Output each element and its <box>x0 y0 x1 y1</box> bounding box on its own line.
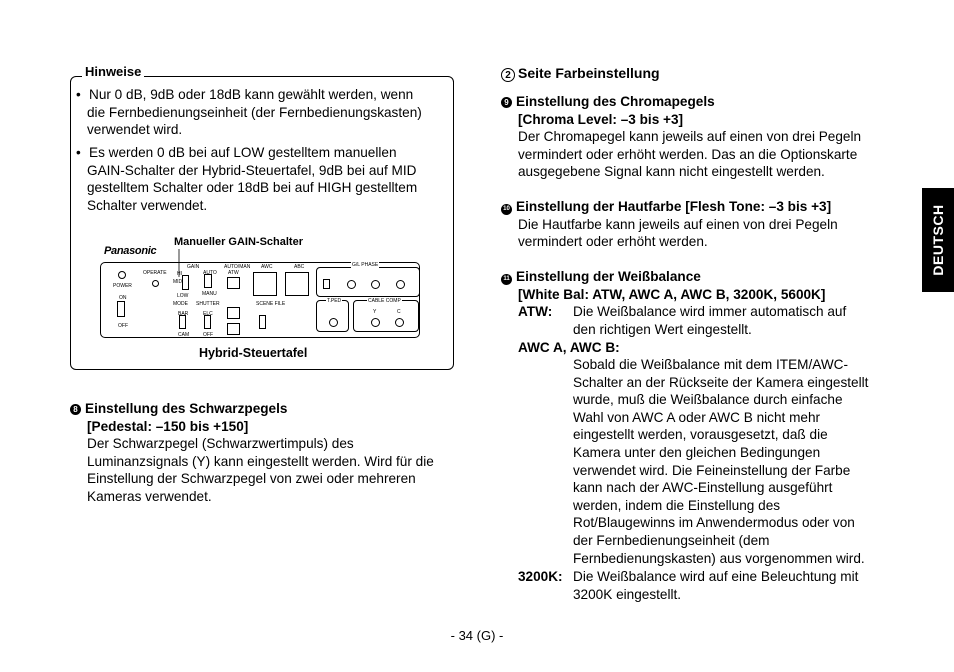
phase-knob-icon <box>371 280 380 289</box>
section-8-range: [Pedestal: –150 bis +150] <box>87 418 249 434</box>
phase-knob-icon <box>347 280 356 289</box>
text-line: Luminanzsignals (Y) kann eingestellt werden. Wird für die <box>87 453 434 469</box>
t-ped-label: T.PED <box>327 298 342 304</box>
awc-label: AWC <box>261 264 273 270</box>
text-line: Nur 0 dB, 9dB oder 18dB kann gewählt werden, wenn <box>89 87 414 102</box>
text-line: den richtigen Wert eingestellt. <box>573 321 752 337</box>
section-8 <box>70 400 460 506</box>
figure-callout: Manueller GAIN-Schalter <box>174 236 303 248</box>
atw-term: ATW: <box>518 304 553 319</box>
text-line: Rot/Blaugewinns im Anwendermodus oder von <box>573 515 855 531</box>
text-line: eingestellt werden, vorausgesetzt, daß die <box>573 427 828 443</box>
text-line: Fernbedienungskasten) aus vorgenommen wird. <box>573 550 865 566</box>
hinweise-title: Hinweise <box>82 64 144 79</box>
atw-definition <box>573 303 903 338</box>
h-knob-icon <box>396 280 405 289</box>
mode-label: MODE <box>173 301 188 307</box>
text-line: der Fernbedienungseinheit (dem <box>573 532 770 548</box>
cable-comp-group <box>353 300 419 332</box>
number-9-icon: 9 <box>501 97 512 108</box>
k3200-term: 3200K: <box>518 569 563 584</box>
cable-comp-label: CABLE COMP <box>368 298 401 304</box>
t-ped-group <box>316 300 349 332</box>
text-line: Der Chromapegel kann jeweils auf einen von drei Pegeln <box>518 129 862 145</box>
number-8-icon: 8 <box>70 404 81 415</box>
text-line: Schalter an der Rückseite der Kamera eingestellt <box>573 374 869 390</box>
section-11-range: [White Bal: ATW, AWC A, AWC B, 3200K, 5600K] <box>518 286 826 302</box>
hinweise-bullet-2: • Es werden 0 dB bei auf LOW gestelltem manuellen GAIN-Schalter der Hybrid-Steuertafel, 9dB bei auf MID gestelltem Schalter oder 18dB bei auf HIGH gestelltem Schalter verwendet. <box>76 144 448 214</box>
section-8-title: Einstellung des Schwarzpegels <box>85 401 288 416</box>
text-line: kann nach der AWC-Einstellung ausgeführt <box>573 480 833 496</box>
on-label: ON <box>119 295 127 301</box>
text-line: werden, indem die Einstellung des <box>573 497 781 513</box>
text-line: Die Weißbalance wird auf eine Beleuchtung mit <box>573 569 859 584</box>
language-tab <box>922 188 954 292</box>
manu-label: MANU <box>202 291 217 297</box>
b-button <box>227 323 240 335</box>
operate-label: OPERATE <box>143 270 167 276</box>
power-lamp-icon <box>118 271 126 279</box>
awc-term: AWC A, AWC B: <box>518 340 620 355</box>
low-label: LOW <box>177 293 189 299</box>
a-button <box>227 307 240 319</box>
text-line: Kameras verwendet. <box>87 488 212 504</box>
awc-definition <box>573 356 903 567</box>
text-line: Kamera unter den gleichen Bedingungen <box>573 444 821 460</box>
control-panel-figure <box>100 262 420 338</box>
text-line: Die Hautfarbe kann jeweils auf einen von drei Pegeln <box>518 216 838 232</box>
figure-caption: Hybrid-Steuertafel <box>199 346 308 360</box>
gain-switch <box>182 275 189 290</box>
y-label: Y <box>373 309 377 315</box>
text-line: Schalter verwendet. <box>87 197 208 213</box>
text-line: Der Schwarzpegel (Schwarzwertimpuls) des <box>87 436 354 452</box>
section-10-title: Einstellung der Hautfarbe [Flesh Tone: –3 bis +3] <box>516 199 832 214</box>
automan-label: AUTO/MAN <box>224 264 251 270</box>
awc-button <box>253 272 277 296</box>
section-10 <box>501 198 901 251</box>
gl-phase-label: G/L PHASE <box>352 262 379 268</box>
number-11-icon: 11 <box>501 274 512 285</box>
gl-switch <box>323 279 330 289</box>
y-knob-icon <box>371 318 380 327</box>
text-line: Es werden 0 dB bei auf LOW gestelltem manuellen <box>89 145 397 160</box>
atw-label: ATW <box>228 270 239 276</box>
section-9 <box>501 93 901 181</box>
mode-switch <box>179 315 186 329</box>
auto-label: AUTO <box>203 270 217 276</box>
hinweise-bullet-1: • Nur 0 dB, 9dB oder 18dB kann gewählt werden, wenn die Fernbedienungseinheit (der Fernbedienungskasten) verwendet wird. <box>76 86 448 139</box>
text-line: Wahl von AWC A oder AWC B nicht mehr <box>573 409 821 425</box>
atw-button <box>227 277 240 289</box>
t-ped-knob-icon <box>329 318 338 327</box>
text-line: Die Weißbalance wird immer automatisch auf <box>573 304 847 319</box>
abc-button <box>285 272 309 296</box>
section-9-range: [Chroma Level: –3 bis +3] <box>518 111 684 127</box>
off-label: OFF <box>118 323 128 329</box>
text-line: verwendet wird. Die Feineinstellung der Farbe <box>573 462 851 478</box>
gain-label: GAIN <box>187 264 200 270</box>
gain-manu-switch <box>204 274 212 288</box>
section-11-header <box>501 268 901 303</box>
right-heading-text: Seite Farbeinstellung <box>518 65 660 81</box>
text-line: ausgegebene Signal kann nicht eingestellt werden. <box>518 164 825 180</box>
number-10-icon: 10 <box>501 204 512 215</box>
scene-file-switch <box>259 315 266 329</box>
page-number: - 34 (G) - <box>450 628 504 643</box>
text-line: gestelltem Schalter oder 18dB bei auf HIGH gestelltem <box>87 180 418 196</box>
spacer <box>227 291 240 295</box>
section-9-title: Einstellung des Chromapegels <box>516 94 715 109</box>
scene-file-label: SCENE FILE <box>256 301 286 307</box>
power-label: POWER <box>113 283 132 289</box>
text-line: wurde, muß die Weißbalance durch einfache <box>573 392 843 408</box>
language-tab-label: DEUTSCH <box>930 204 946 276</box>
text-line: 3200K eingestellt. <box>573 586 682 602</box>
brand-logo: Panasonic <box>104 245 157 257</box>
hi-label: HI <box>177 271 182 277</box>
text-line: Sobald die Weißbalance mit dem ITEM/AWC- <box>573 357 848 372</box>
c-knob-icon <box>395 318 404 327</box>
right-heading <box>501 65 660 82</box>
text-line: die Fernbedienungseinheit (der Fernbedienungskasten) <box>87 104 422 120</box>
off-label: OFF <box>203 332 213 338</box>
shutter-switch <box>204 315 211 329</box>
text-line: GAIN-Schalter der Hybrid-Steuertafel, 9dB bei auf MID <box>87 162 417 178</box>
text-line: Einstellung der Schwarzpegel von zwei oder mehreren <box>87 471 416 487</box>
abc-label: ABC <box>294 264 305 270</box>
elc-label: ELC <box>203 311 213 317</box>
text-line: vermindert oder erhöht werden. <box>518 234 708 250</box>
c-label: C <box>397 309 401 315</box>
bar-label: BAR <box>178 311 189 317</box>
cam-label: CAM <box>178 332 190 338</box>
text-line: verwendet wird. <box>87 122 183 138</box>
section-11-title: Einstellung der Weißbalance <box>516 269 701 284</box>
operate-lamp-icon <box>152 280 159 287</box>
text-line: vermindert oder erhöht werden. Das an die Optionskarte <box>518 146 858 162</box>
shutter-label: SHUTTER <box>196 301 220 307</box>
power-switch <box>117 301 125 317</box>
circle-2-icon: 2 <box>501 68 515 82</box>
mid-label: MID <box>173 279 183 285</box>
k3200-definition <box>573 568 903 603</box>
